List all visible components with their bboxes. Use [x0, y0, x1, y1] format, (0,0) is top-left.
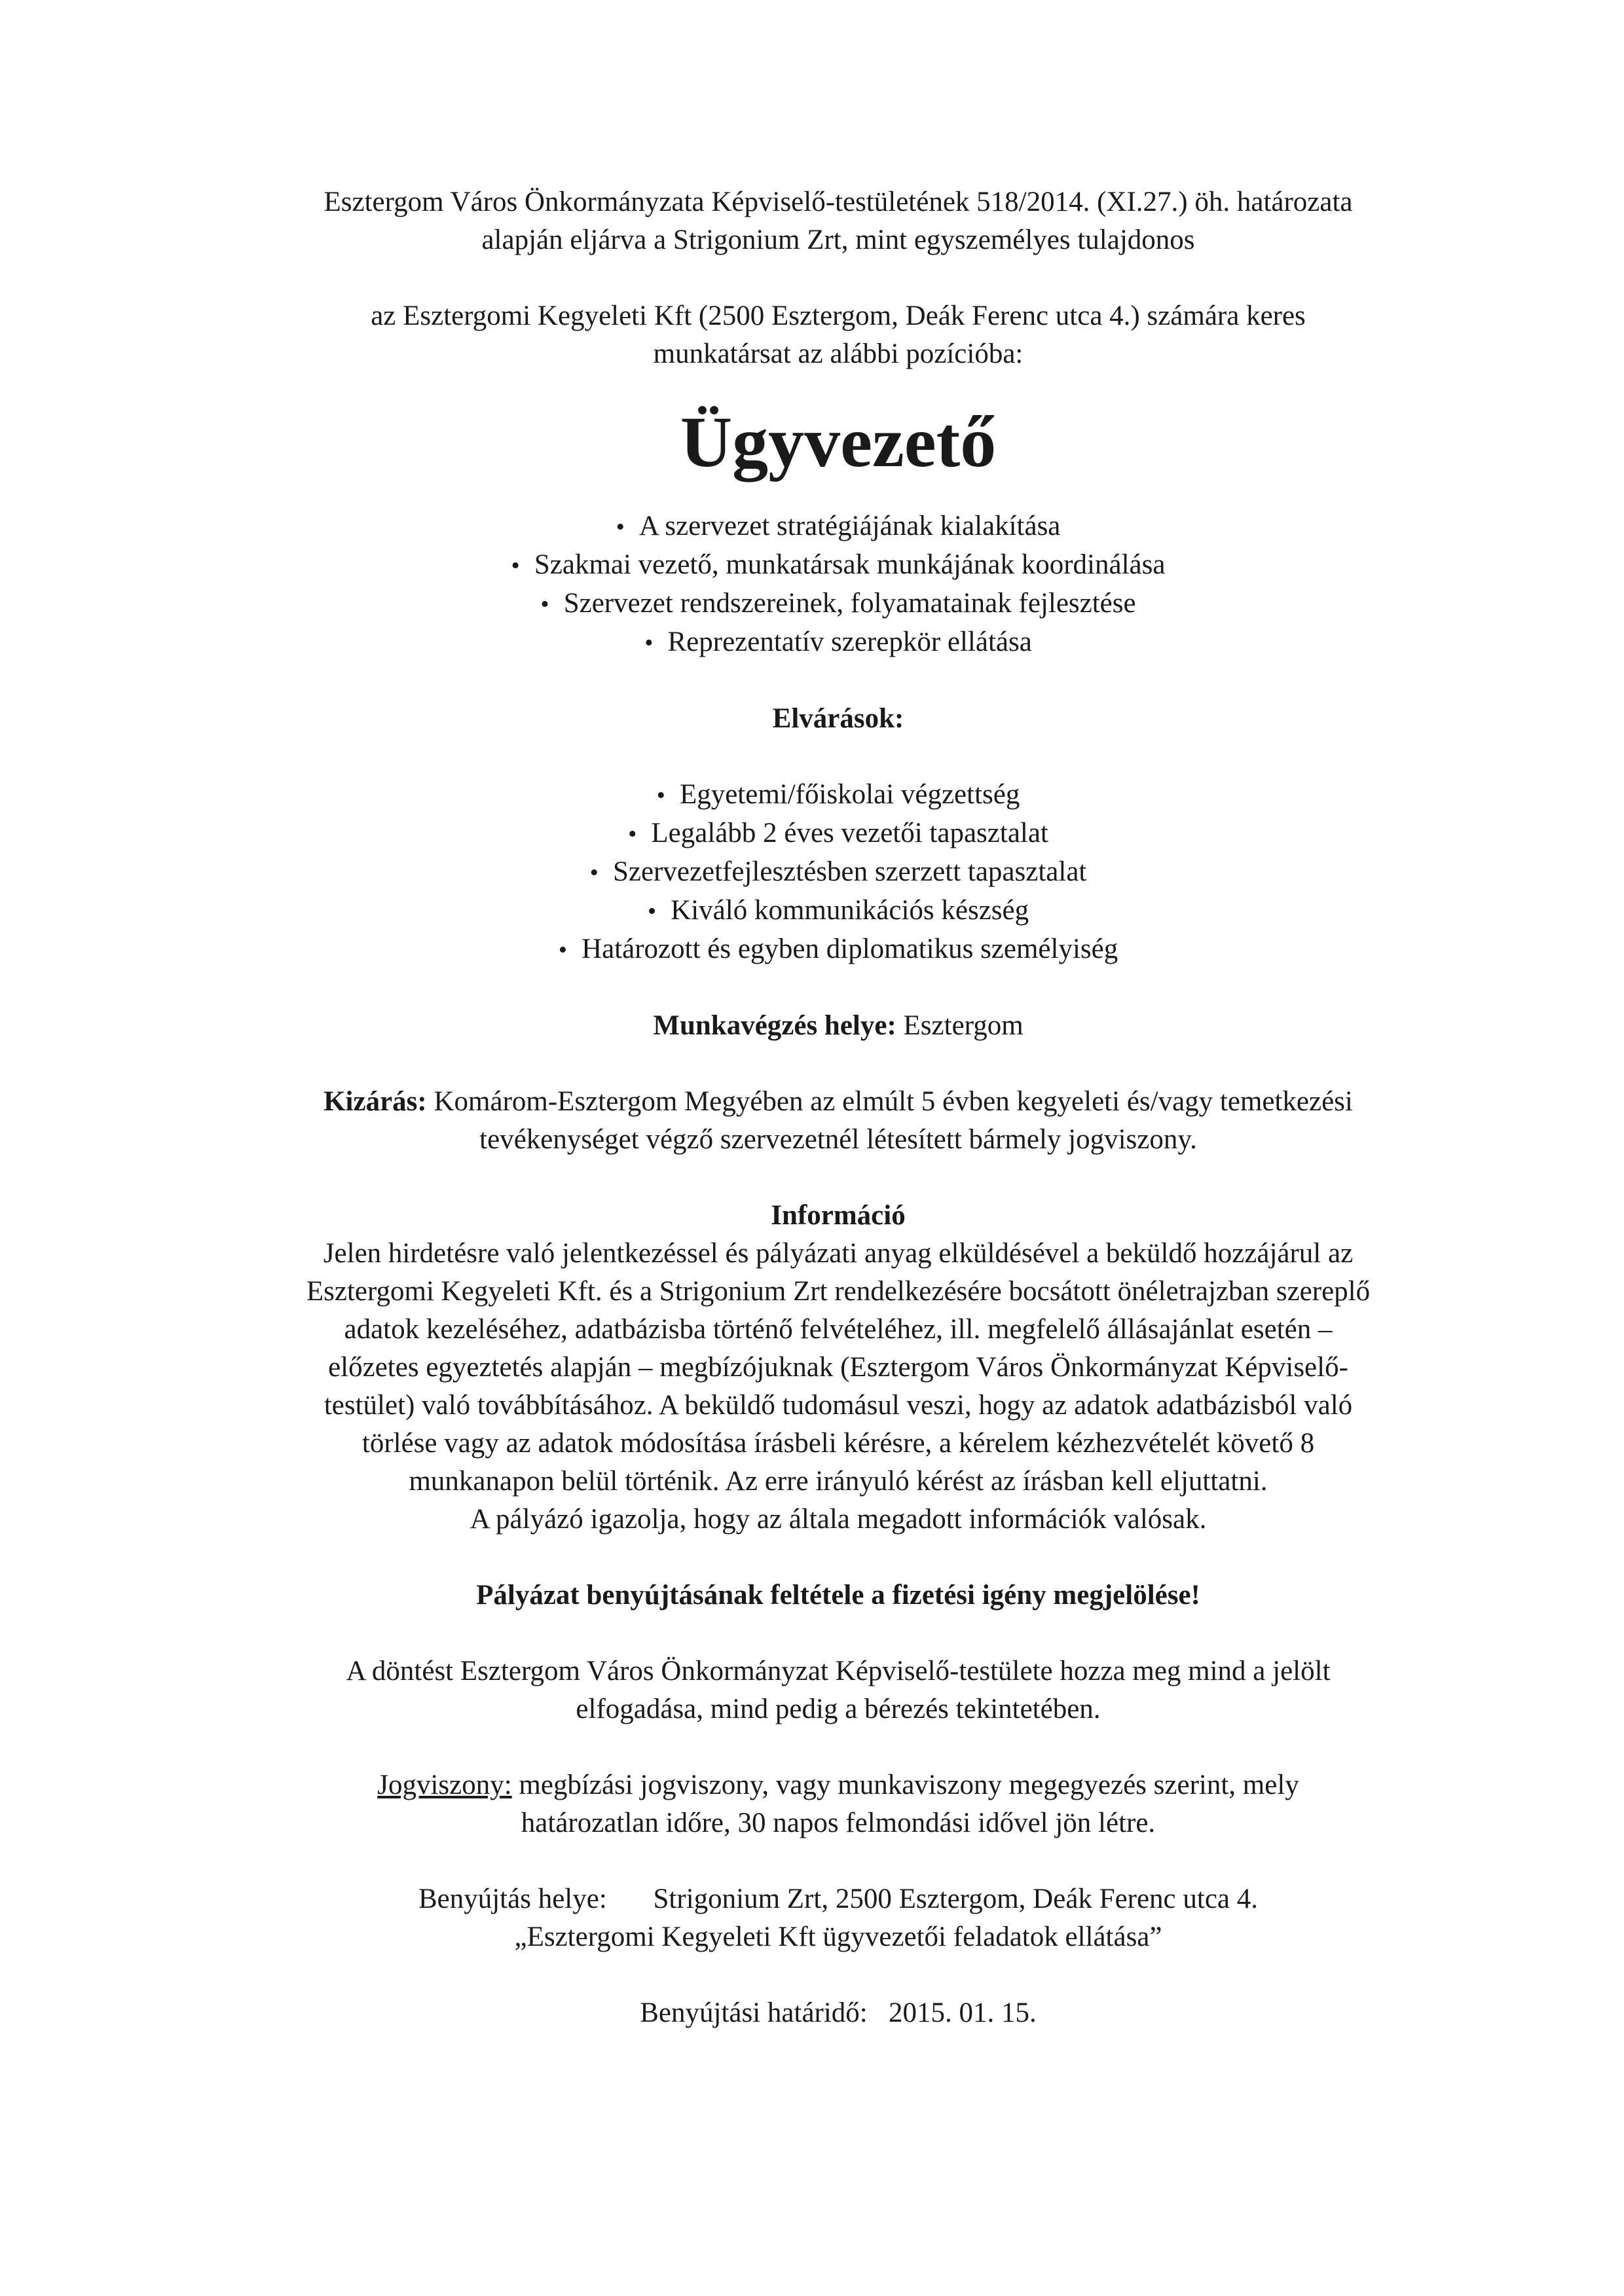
- submission-address: Strigonium Zrt, 2500 Esztergom, Deák Ferenc utca 4.: [653, 1884, 1259, 1914]
- workplace: [216, 1007, 1460, 1045]
- job-posting-document: [216, 183, 1460, 2032]
- submission-label: Benyújtás helye:: [418, 1884, 607, 1914]
- salary-notice: Pályázat benyújtásának feltétele a fizetési igény megjelölése!: [476, 1580, 1200, 1611]
- requirements-heading: Elvárások:: [772, 703, 904, 734]
- employment-text-1: megbízási jogviszony, vagy munkaviszony megegyezés szerint, mely: [519, 1770, 1299, 1800]
- deadline: [216, 1994, 1460, 2032]
- deadline-value: 2015. 01. 15.: [889, 1997, 1037, 2028]
- duty-item: • Szakmai vezető, munkatársak munkájának koordinálása: [216, 546, 1460, 585]
- position-title: Ügyvezető: [680, 402, 997, 482]
- requirements-list: [216, 776, 1460, 969]
- information-line: A pályázó igazolja, hogy az általa megadott információk valósak.: [470, 1504, 1207, 1535]
- requirement-item: • Legalább 2 éves vezetői tapasztalat: [216, 814, 1460, 853]
- submission: [216, 1880, 1460, 1918]
- employment: [216, 1766, 1460, 1804]
- submission-subject: „Esztergomi Kegyeleti Kft ügyvezetői feladatok ellátása”: [514, 1922, 1162, 1952]
- requirement-item: • Kiváló kommunikációs készség: [216, 892, 1460, 930]
- decision-line-1: A döntést Esztergom Város Önkormányzat Képviselő-testülete hozza meg mind a jelölt: [346, 1656, 1331, 1686]
- exclusion-label: Kizárás:: [323, 1086, 427, 1117]
- intro-line-3: az Esztergomi Kegyeleti Kft (2500 Esztergom, Deák Ferenc utca 4.) számára keres: [371, 301, 1306, 331]
- information-heading: Információ: [771, 1200, 906, 1231]
- information-line: testület) való továbbításához. A beküldő tudomásul veszi, hogy az adatok adatbázisból való: [323, 1390, 1353, 1421]
- information-line: törlése vagy az adatok módosítása írásbeli kérésre, a kérelem kézhezvételét követő 8: [361, 1428, 1315, 1459]
- information-line: adatok kezeléséhez, adatbázisba történő felvételéhez, ill. megfelelő állásajánlat esetén –: [344, 1314, 1333, 1345]
- duty-item: • Szervezet rendszereinek, folyamatainak fejlesztése: [216, 585, 1460, 623]
- requirement-item: • Határozott és egyben diplomatikus személyiség: [216, 930, 1460, 969]
- duty-item: • Reprezentatív szerepkör ellátása: [216, 623, 1460, 662]
- information-line: előzetes egyeztetés alapján – megbízójuknak (Esztergom Város Önkormányzat Képviselő-: [328, 1352, 1348, 1383]
- exclusion-text-1: Komárom-Esztergom Megyében az elmúlt 5 évben kegyeleti és/vagy temetkezési: [434, 1086, 1353, 1117]
- requirement-item: • Szervezetfejlesztésben szerzett tapasztalat: [216, 853, 1460, 892]
- workplace-value: Esztergom: [903, 1010, 1024, 1041]
- intro-line-2: alapján eljárva a Strigonium Zrt, mint egyszemélyes tulajdonos: [481, 225, 1195, 255]
- requirement-item: • Egyetemi/főiskolai végzettség: [216, 776, 1460, 814]
- deadline-label: Benyújtási határidő:: [640, 1997, 868, 2028]
- decision-line-2: elfogadása, mind pedig a bérezés tekintetében.: [576, 1694, 1101, 1724]
- duty-item: • A szervezet stratégiájának kialakítása: [216, 507, 1460, 546]
- employment-label: Jogviszony:: [377, 1770, 512, 1800]
- information-line: Jelen hirdetésre való jelentkezéssel és pályázati anyag elküldésével a beküldő hozzájárul az: [323, 1238, 1354, 1269]
- workplace-label: Munkavégzés helye:: [653, 1010, 896, 1041]
- intro-line-1: Esztergom Város Önkormányzata Képviselő-testületének 518/2014. (XI.27.) öh. határozata: [323, 187, 1353, 217]
- exclusion-text-2: tevékenységet végző szervezetnél létesített bármely jogviszony.: [479, 1124, 1197, 1155]
- information-line: munkanapon belül történik. Az erre irányuló kérést az írásban kell eljuttatni.: [409, 1466, 1268, 1497]
- duties-list: [216, 507, 1460, 662]
- employment-text-2: határozatlan időre, 30 napos felmondási idővel jön létre.: [521, 1808, 1156, 1838]
- exclusion: [216, 1083, 1460, 1121]
- intro-line-4: munkatársat az alábbi pozícióba:: [653, 338, 1024, 369]
- information-line: Esztergomi Kegyeleti Kft. és a Strigonium Zrt rendelkezésére bocsátott önéletrajzban szereplő: [306, 1276, 1371, 1307]
